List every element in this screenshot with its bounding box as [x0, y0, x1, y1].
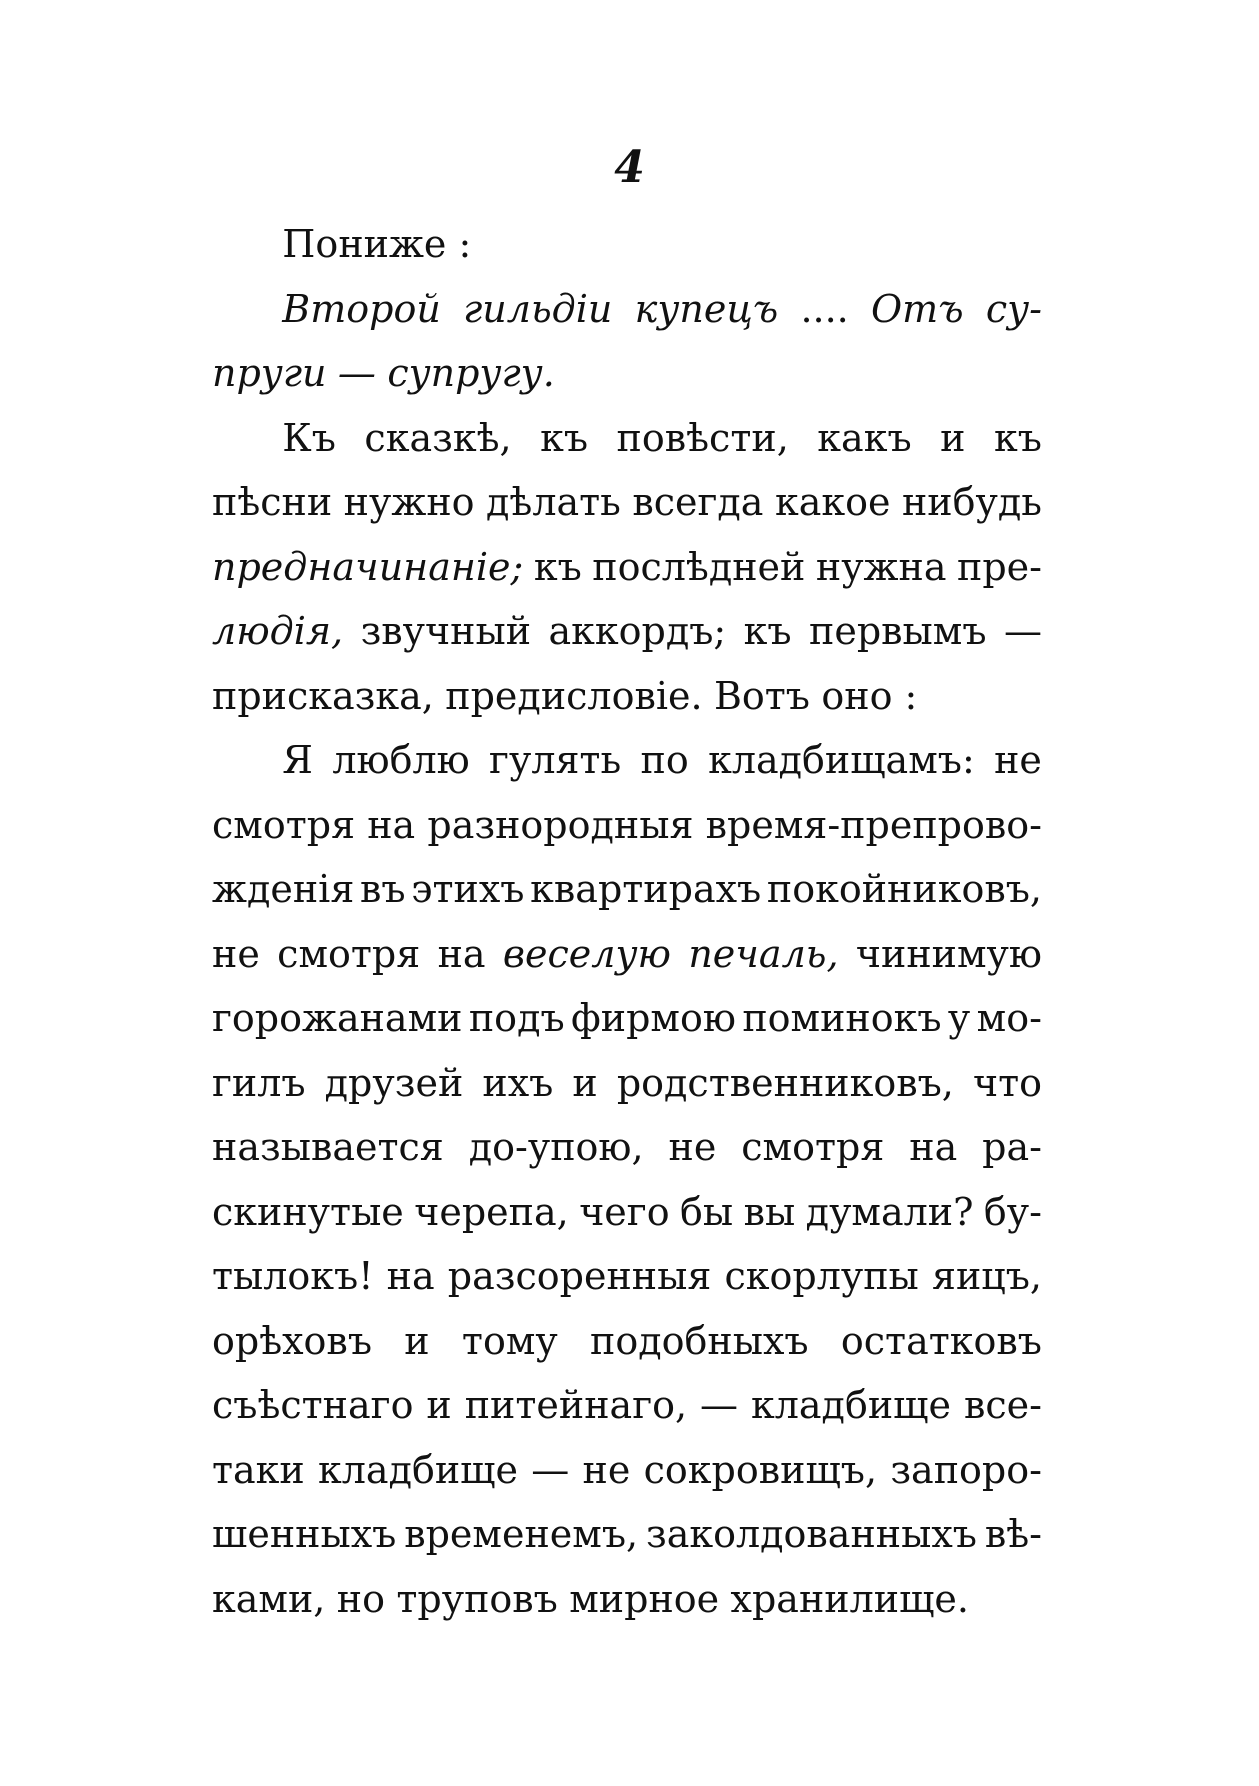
word: тому	[461, 1318, 558, 1363]
word: родственниковъ,	[616, 1060, 954, 1105]
word: гильдіи	[463, 286, 613, 331]
word: кладбищамъ:	[708, 738, 975, 782]
word: но	[336, 1576, 385, 1621]
word: время-препрово-	[705, 802, 1042, 847]
word: нужна	[815, 544, 947, 589]
word: таки	[212, 1447, 305, 1492]
word: кладбище	[751, 1383, 951, 1427]
word: нужно	[343, 480, 475, 524]
word: печаль,	[688, 931, 839, 976]
word: веселую	[502, 931, 671, 976]
text-line	[212, 664, 1042, 729]
text-line	[212, 728, 1042, 793]
word: мо-	[976, 996, 1042, 1040]
word: друзей	[324, 1060, 464, 1105]
word: у	[947, 996, 971, 1040]
word: Я	[282, 738, 313, 782]
word: скинутые	[212, 1189, 404, 1234]
word: чего	[579, 1189, 670, 1234]
word: думали?	[805, 1189, 974, 1234]
word: заколдованныхъ	[645, 1512, 977, 1556]
text-line	[212, 1051, 1042, 1116]
word: на	[437, 931, 486, 976]
word: разсоренныя	[447, 1254, 712, 1298]
word: бу-	[983, 1189, 1042, 1234]
word: —	[1003, 609, 1042, 653]
word: —	[700, 1383, 739, 1427]
text-line	[212, 341, 1042, 406]
word: гулять	[489, 738, 622, 782]
page-number: 4	[614, 142, 645, 193]
word: какое	[774, 480, 891, 524]
word: повѣсти,	[616, 415, 789, 460]
word: въ	[359, 867, 406, 911]
word: ра-	[982, 1125, 1042, 1169]
word: и	[404, 1318, 430, 1363]
word: къ	[994, 415, 1042, 460]
word: смотря	[212, 802, 356, 847]
word: питейнаго,	[464, 1383, 688, 1427]
word: Вотъ	[713, 673, 810, 718]
word: на	[909, 1125, 958, 1169]
word: покойниковъ,	[766, 867, 1042, 911]
word: смотря	[277, 931, 421, 976]
word: труповъ	[396, 1576, 558, 1621]
word: —	[531, 1447, 570, 1492]
text-line	[212, 1180, 1042, 1245]
word: Пониже :	[282, 222, 472, 266]
text-line	[212, 1567, 1042, 1632]
word: тылокъ!	[212, 1254, 374, 1298]
text-line	[212, 1502, 1042, 1567]
word: и	[940, 415, 966, 460]
word: квартирахъ	[530, 867, 762, 911]
word: первымъ	[809, 609, 987, 653]
word: поминокъ	[742, 996, 942, 1040]
word: смотря	[741, 1125, 885, 1169]
word: предначинаніе;	[212, 544, 524, 589]
word: скорлупы	[724, 1254, 919, 1298]
word: супругу.	[387, 351, 555, 395]
word: къ	[533, 544, 582, 589]
word: дѣлать	[486, 480, 621, 524]
word: не	[668, 1125, 717, 1169]
word: ихъ	[482, 1060, 554, 1105]
word: люблю	[332, 738, 470, 782]
word: не	[994, 738, 1042, 782]
text-line	[212, 599, 1042, 664]
word: послѣдней	[592, 544, 806, 589]
word: шенныхъ	[212, 1512, 397, 1556]
text-line	[212, 406, 1042, 471]
text-line	[212, 1373, 1042, 1438]
word: не	[212, 931, 260, 976]
word: чинимую	[855, 931, 1042, 976]
word: орѣховъ	[212, 1318, 372, 1363]
word: купецъ	[634, 286, 779, 331]
body-text	[212, 212, 1042, 1631]
text-line	[212, 922, 1042, 987]
word: присказка,	[212, 673, 434, 718]
word: вы	[743, 1189, 796, 1234]
word: не	[582, 1447, 631, 1492]
word: яицъ,	[931, 1254, 1042, 1298]
word: какъ	[817, 415, 912, 460]
word: что	[972, 1060, 1042, 1105]
word: пруги	[212, 351, 327, 395]
word: пѣсни	[212, 480, 333, 524]
word: нибудь	[901, 480, 1042, 524]
text-line	[212, 1309, 1042, 1374]
word: къ	[743, 609, 792, 653]
word: бы	[680, 1189, 734, 1234]
word: называется	[212, 1125, 444, 1169]
word: предисловіе.	[445, 673, 703, 718]
word: запоро-	[890, 1447, 1042, 1492]
word: подобныхъ	[590, 1318, 809, 1363]
text-line	[212, 857, 1042, 922]
word: по	[640, 738, 689, 782]
word: мирное	[569, 1576, 720, 1621]
text-line	[212, 793, 1042, 858]
text-line	[212, 212, 1042, 277]
word: звучный	[360, 609, 532, 653]
word: на	[367, 802, 416, 847]
word: Второй	[282, 286, 441, 331]
word: временемъ,	[404, 1512, 639, 1556]
word: къ	[540, 415, 589, 460]
word: подъ	[468, 996, 565, 1040]
word: аккордъ;	[548, 609, 727, 653]
word: жденія	[212, 867, 355, 911]
word: хранилище.	[730, 1576, 969, 1621]
word: остатковъ	[840, 1318, 1042, 1363]
word: су-	[985, 286, 1042, 331]
word: до-упою,	[468, 1125, 644, 1169]
word: черепа,	[414, 1189, 569, 1234]
word: оно :	[821, 673, 918, 718]
text-line	[212, 470, 1042, 535]
word: фирмою	[571, 996, 736, 1040]
word: кладбище	[318, 1447, 518, 1492]
text-line	[212, 1438, 1042, 1503]
word: всегда	[632, 480, 764, 524]
word: пре-	[957, 544, 1042, 589]
word: этихъ	[411, 867, 525, 911]
word: разнородныя	[427, 802, 694, 847]
word: и	[426, 1383, 452, 1427]
word: Къ	[282, 415, 336, 460]
word: Отъ	[871, 286, 964, 331]
word: гилъ	[212, 1060, 306, 1105]
word: и	[572, 1060, 598, 1105]
word: сокровищъ,	[643, 1447, 878, 1492]
word: ....	[800, 286, 849, 331]
text-line	[212, 1244, 1042, 1309]
word: все-	[963, 1383, 1042, 1427]
text-line	[212, 1115, 1042, 1180]
word: на	[386, 1254, 435, 1298]
word: горожанами	[212, 996, 463, 1040]
text-line	[212, 535, 1042, 600]
word: людія,	[212, 609, 344, 653]
word: вѣ-	[984, 1512, 1042, 1556]
text-line	[212, 986, 1042, 1051]
word: съѣстнаго	[212, 1383, 414, 1427]
word: ками,	[212, 1576, 326, 1621]
word: —	[337, 351, 376, 395]
word: сказкѣ,	[364, 415, 512, 460]
text-line	[212, 277, 1042, 342]
